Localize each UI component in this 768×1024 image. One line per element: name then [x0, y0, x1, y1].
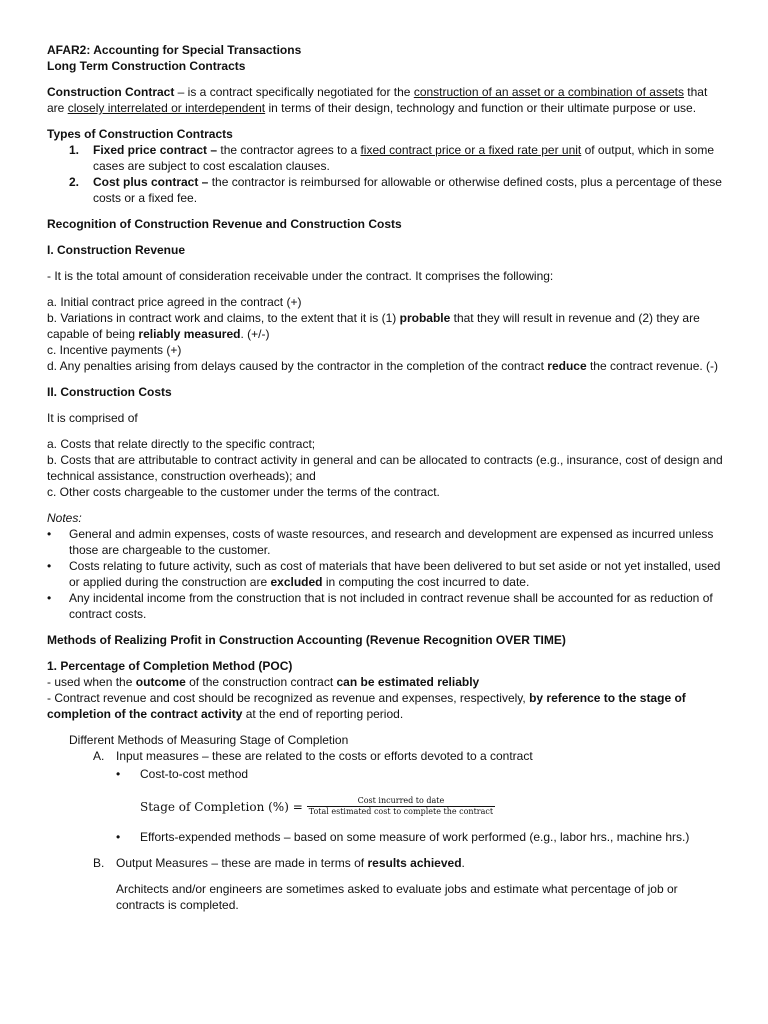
methods-heading: Methods of Realizing Profit in Construction Accounting (Revenue Recognition OVER TIME) — [47, 633, 566, 647]
formula-lhs: Stage of Completion (%) = — [140, 799, 303, 814]
measuring-heading: Different Methods of Measuring Stage of Completion — [69, 733, 349, 747]
formula-numerator: Cost incurred to date — [357, 796, 445, 805]
stage-of-completion-formula — [140, 796, 723, 817]
formula-fraction — [307, 796, 495, 817]
types-heading: Types of Construction Contracts — [47, 127, 233, 141]
costs-item-b: b. Costs that are attributable to contract activity in general and can be allocated to contracts (e.g., insurance, cost of design and technical assistance, construction overheads); and — [47, 453, 723, 483]
costs-intro: It is comprised of — [47, 411, 138, 425]
measure-item-input: A. Input measures – these are related to the costs or efforts devoted to a contract • Cost-to-cost method Stage of Completion (%) = $\frac{\text{Cost incurred to date}}{\text{Total estimated cost to complete the contract}}$ • Efforts-expended methods – based on some measure of work performed (e.g., labor hrs., machine hrs.) — [116, 748, 723, 845]
costs-item-c: c. Other costs chargeable to the customer under the terms of the contract. — [47, 485, 440, 499]
bullet-icon: • — [47, 527, 52, 541]
revenue-item-a: a. Initial contract price agreed in the contract (+) — [47, 295, 302, 309]
note-item: • General and admin expenses, costs of waste resources, and research and development are expensed as incurred unless those are chargeable to the customer. — [47, 527, 714, 557]
measure-item-output: B. Output Measures – these are made in terms of results achieved. Architects and/or engineers are sometimes asked to evaluate jobs and estimate what percentage of job or contracts is completed. — [116, 855, 723, 913]
revenue-item-d: d. Any penalties arising from delays caused by the contractor in the completion of the contract reduce the contract revenue. (-) — [47, 359, 719, 373]
definition-paragraph: Construction Contract – is a contract specifically negotiated for the construction of an asset or a combination of assets that are closely interrelated or interdependent in terms of their design, technology and function or their ultimate purpose or use. — [47, 85, 708, 115]
costs-heading: II. Construction Costs — [47, 385, 172, 399]
costs-list — [47, 436, 723, 500]
poc-heading: 1. Percentage of Completion Method (POC) — [47, 659, 293, 673]
bullet-icon: • — [116, 830, 121, 844]
architects-paragraph: Architects and/or engineers are sometimes asked to evaluate jobs and estimate what percentage of job or contracts is completed. — [116, 882, 678, 912]
notes-label: Notes: — [47, 511, 82, 525]
type-item-cost-plus: 2. Cost plus contract – the contractor is reimbursed for allowable or otherwise defined costs, plus a percentage of these costs or a fixed fee. — [69, 175, 722, 205]
bullet-icon: • — [116, 767, 121, 781]
notes-list — [47, 526, 723, 622]
measures-list — [47, 748, 723, 913]
formula-denominator: Total estimated cost to complete the contract — [308, 807, 494, 816]
definition-term: Construction Contract — [47, 85, 175, 99]
poc-line-2: - Contract revenue and cost should be recognized as revenue and expenses, respectively, by reference to the stage of completion of the contract activity at the end of reporting period. — [47, 691, 686, 721]
input-method-item: • Cost-to-cost method Stage of Completion (%) = $\frac{\text{Cost incurred to date}}{\text{Total estimated cost to complete the contract}}$ — [140, 766, 723, 817]
bullet-icon: • — [47, 591, 52, 605]
revenue-intro: - It is the total amount of consideration receivable under the contract. It comprises the following: — [47, 269, 554, 283]
types-list — [47, 142, 723, 206]
input-method-item: • Efforts-expended methods – based on some measure of work performed (e.g., labor hrs., machine hrs.) — [116, 830, 690, 844]
revenue-item-c: c. Incentive payments (+) — [47, 343, 182, 357]
revenue-item-b: b. Variations in contract work and claims, to the extent that it is (1) probable that they will result in revenue and (2) they are capable of being reliably measured. (+/-) — [47, 311, 700, 341]
costs-item-a: a. Costs that relate directly to the specific contract; — [47, 437, 316, 451]
topic-title: Long Term Construction Contracts — [47, 59, 246, 73]
revenue-list — [47, 294, 723, 374]
note-item: • Costs relating to future activity, such as cost of materials that have been delivered to but set aside or not yet installed, used or applied during the construction are excluded in computing the cost incurred to date. — [47, 559, 721, 589]
course-title: AFAR2: Accounting for Special Transactions — [47, 43, 302, 57]
note-item: • Any incidental income from the construction that is not included in contract revenue shall be accounted for as reduction of contract costs. — [47, 591, 713, 621]
recognition-heading: Recognition of Construction Revenue and Construction Costs — [47, 217, 402, 231]
revenue-heading: I. Construction Revenue — [47, 243, 186, 257]
document-page — [47, 42, 723, 913]
poc-line-1: - used when the outcome of the construction contract can be estimated reliably — [47, 675, 480, 689]
bullet-icon: • — [47, 559, 52, 573]
type-item-fixed-price: 1. Fixed price contract – the contractor agrees to a fixed contract price or a fixed rate per unit of output, which in some cases are subject to cost escalation clauses. — [69, 143, 714, 173]
input-methods-list — [116, 766, 723, 845]
